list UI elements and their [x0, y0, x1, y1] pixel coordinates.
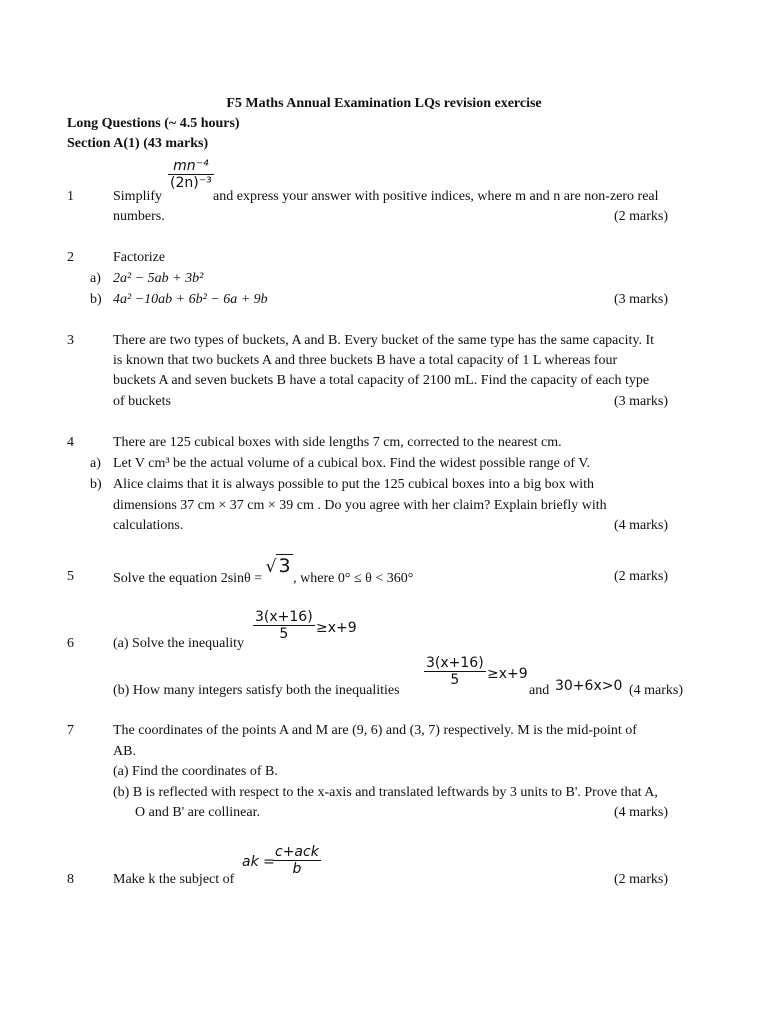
q4a-label: a) — [90, 456, 101, 471]
q6b-and: and — [529, 683, 550, 698]
q5-post: , where 0° ≤ θ < 360° — [289, 571, 414, 586]
q7b-line1: (b) B is reflected with respect to the x-axis and translated leftwards by 3 units to B'. Prove that A, — [113, 785, 658, 800]
q1-post: and express your answer with positive indices, where m and n are non-zero real — [209, 189, 659, 204]
q3-line: of buckets — [113, 394, 171, 409]
q4a-text: Let V cm³ be the actual volume of a cubical box. Find the widest possible range of V. — [113, 456, 591, 471]
q2b-label: b) — [90, 292, 102, 307]
q7-number: 7 — [67, 723, 74, 738]
q1-expression — [168, 158, 214, 191]
q5-pre: Solve the equation 2sinθ = — [113, 571, 266, 586]
q7a-text: (a) Find the coordinates of B. — [113, 764, 278, 779]
q2a-label: a) — [90, 271, 101, 286]
q6a-numerator: 3(x+16) — [255, 609, 313, 625]
q2b-expression: 4a² −10ab + 6b² − 6a + 9b — [113, 292, 268, 307]
q4b-line: dimensions 37 cm × 37 cm × 39 cm . Do you agree with her claim? Explain briefly with — [113, 498, 607, 513]
q7-line: The coordinates of the points A and M are (9, 6) and (3, 7) respectively. M is the mid-point of — [113, 723, 637, 738]
q6a-denominator: 5 — [279, 626, 289, 642]
q1-pre: Simplify — [113, 189, 163, 204]
q1-numerator: mn⁻⁴ — [168, 158, 214, 175]
q6b-numerator: 3(x+16) — [426, 655, 484, 671]
q7-marks: (4 marks) — [613, 805, 668, 820]
q6b-denominator: 5 — [450, 672, 460, 688]
q6a-fraction — [253, 609, 315, 642]
q6b-second-inequality: 30+6x>0 — [555, 678, 623, 694]
q4b-line: Alice claims that it is always possible to put the 125 cubical boxes into a big box with — [113, 477, 594, 492]
q8-lhs: ak = — [242, 854, 275, 870]
q5-radicand: 3 — [278, 555, 291, 577]
q2-number: 2 — [67, 250, 74, 265]
q3-line: is known that two buckets A and three buckets B have a total capacity of 1 L whereas four — [113, 353, 618, 368]
q8-denominator: b — [292, 861, 302, 877]
q8-marks: (2 marks) — [613, 872, 668, 887]
q7b-line2: O and B' are collinear. — [135, 805, 260, 820]
q1-line2: numbers. — [113, 209, 165, 224]
q2-marks: (3 marks) — [613, 292, 668, 307]
q8-fraction — [273, 844, 321, 877]
q4-number: 4 — [67, 435, 74, 450]
sqrt-symbol: √ 3 — [265, 555, 291, 577]
q1-number: 1 — [67, 189, 74, 204]
q4-stem: There are 125 cubical boxes with side lengths 7 cm, corrected to the nearest cm. — [113, 435, 562, 450]
document-title: F5 Maths Annual Examination LQs revision exercise — [226, 96, 542, 111]
q4-marks: (4 marks) — [613, 518, 668, 533]
q5-number: 5 — [67, 569, 74, 584]
q5-marks: (2 marks) — [613, 569, 668, 584]
q2-stem: Factorize — [113, 250, 166, 265]
q3-line: There are two types of buckets, A and B. Every bucket of the same type has the same capacity. It — [113, 333, 655, 348]
q8-text: Make k the subject of — [113, 872, 235, 887]
q6b-text: (b) How many integers satisfy both the inequalities — [113, 683, 400, 698]
q6-marks: (4 marks) — [629, 683, 684, 698]
q5-sqrt — [265, 555, 291, 582]
section-heading: Section A(1) (43 marks) — [67, 136, 209, 151]
q8-numerator: c+ack — [275, 844, 319, 860]
q3-number: 3 — [67, 333, 74, 348]
q8-number: 8 — [67, 872, 74, 887]
q3-line: buckets A and seven buckets B have a total capacity of 2100 mL. Find the capacity of each type — [113, 373, 650, 388]
q5-text — [113, 555, 414, 587]
q4b-label: b) — [90, 477, 102, 492]
q6a-relation: ≥x+9 — [316, 620, 357, 636]
q3-marks: (3 marks) — [613, 394, 668, 409]
q6b-fraction — [424, 655, 486, 688]
q6b-relation: ≥x+9 — [487, 666, 528, 682]
q1-marks: (2 marks) — [613, 209, 668, 224]
q4b-line: calculations. — [113, 518, 184, 533]
q6-number: 6 — [67, 636, 74, 651]
q7-line: AB. — [113, 744, 136, 759]
q6a-text: (a) Solve the inequality — [113, 636, 245, 651]
q1-denominator: (2n)⁻³ — [170, 175, 212, 191]
q2a-expression: 2a² − 5ab + 3b² — [113, 271, 204, 286]
long-questions-heading: Long Questions (~ 4.5 hours) — [67, 116, 240, 131]
